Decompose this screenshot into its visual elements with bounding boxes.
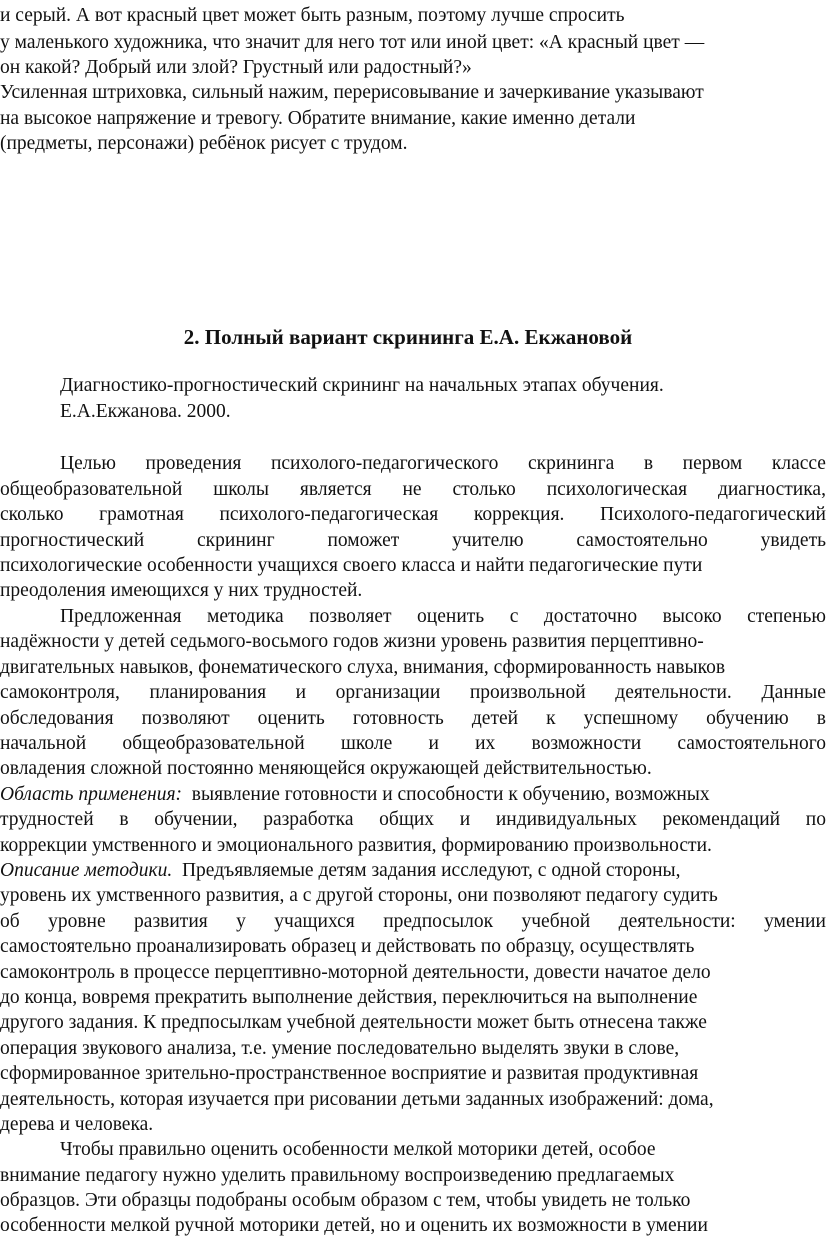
p4-line-5: самоконтроль в процессе перцептивно-моторной деятельности, довести начатое дело <box>0 962 711 983</box>
section-title: 2. Полный вариант скрининга Е.А. Екжановой <box>183 325 633 349</box>
p5-line-1: Чтобы правильно оценить особенности мелкой моторики детей, особое <box>60 1139 656 1160</box>
p4-line-4: самостоятельно проанализировать образец и действовать по образцу, осуществлять <box>0 936 695 957</box>
p2-line-7: овладения сложной постоянно меняющейся окружающей действительностью. <box>0 758 652 779</box>
intro-line-5: на высокое напряжение и тревогу. Обратите внимание, какие именно детали <box>0 108 636 129</box>
p5-line-4: особенности мелкой ручной моторики детей, но и оценить их возможности в умении <box>0 1215 708 1236</box>
intro-line-2: у маленького художника, что значит для него тот или иной цвет: «А красный цвет — <box>0 32 705 53</box>
p4-line-2: уровень их умственного развития, а с другой стороны, они позволяют педагогу судить <box>0 885 718 906</box>
p3-line-1: Область применения: выявление готовности и способности к обучению, возможных <box>0 784 710 805</box>
p3-line-2: трудностей в обучении, разработка общих и индивидуальных рекомендаций по <box>0 809 826 830</box>
p1-line-4: прогностический скрининг поможет учителю самостоятельно увидеть <box>0 530 826 551</box>
p2-line-5: обследования позволяют оценить готовность детей к успешному обучению в <box>0 708 826 729</box>
p4-line-8: операция звукового анализа, т.е. умение последовательно выделять звуки в слове, <box>0 1038 680 1059</box>
p2-line-3: двигательных навыков, фонематического слуха, внимания, сформированность навыков <box>0 657 726 678</box>
p4-line-9: сформированное зрительно-пространственное восприятие и развитая продуктивная <box>0 1063 699 1084</box>
p4-line-11: дерева и человека. <box>0 1114 154 1135</box>
p4-line-10: деятельность, которая изучается при рисовании детьми заданных изображений: дома, <box>0 1089 714 1110</box>
p1-line-2: общеобразовательной школы является не столько психологическая диагностика, <box>0 479 826 500</box>
p4-line-3: об уровне развития у учащихся предпосылок учебной деятельности: умении <box>0 911 826 932</box>
p5-line-3: образцов. Эти образцы подобраны особым образом с тем, чтобы увидеть не только <box>0 1190 691 1211</box>
p1-line-1: Целью проведения психолого-педагогического скрининга в первом классе <box>60 453 826 474</box>
p2-line-1: Предложенная методика позволяет оценить с достаточно высоко степенью <box>60 606 826 627</box>
p4-line-1: Описание методики. Предъявляемые детям задания исследуют, с одной стороны, <box>0 860 681 881</box>
p2-line-4: самоконтроля, планирования и организации произвольной деятельности. Данные <box>0 682 826 703</box>
p4-label: Описание методики. <box>0 860 173 881</box>
p5-line-2: внимание педагогу нужно уделить правильному воспроизведению предлагаемых <box>0 1165 675 1186</box>
p1-line-3: сколько грамотная психолого-педагогическая коррекция. Психолого-педагогический <box>0 504 826 525</box>
p4-line-7: другого задания. К предпосылкам учебной деятельности может быть отнесена также <box>0 1012 707 1033</box>
p3-label: Область применения: <box>0 784 183 805</box>
p2-line-2: надёжности у детей седьмого-восьмого годов жизни уровень развития перцептивно- <box>0 631 704 652</box>
intro-line-6: (предметы, персонажи) ребёнок рисует с трудом. <box>0 133 408 154</box>
p2-line-6: начальной общеобразовательной школе и их возможности самостоятельного <box>0 733 826 754</box>
p1-line-6: преодоления имеющихся у них трудностей. <box>0 580 363 601</box>
p4-line-6: до конца, вовремя прекратить выполнение действия, переключиться на выполнение <box>0 987 698 1008</box>
intro-line-3: он какой? Добрый или злой? Грустный или радостный?» <box>0 57 472 78</box>
intro-line-1: и серый. А вот красный цвет может быть разным, поэтому лучше спросить <box>0 5 625 26</box>
section-subtitle-line-2: Е.А.Екжанова. 2000. <box>60 401 231 422</box>
section-subtitle-line-1: Диагностико-прогностический скрининг на начальных этапах обучения. <box>60 375 664 396</box>
p3-line-3: коррекции умственного и эмоционального развития, формированию произвольности. <box>0 835 712 856</box>
intro-line-4: Усиленная штриховка, сильный нажим, перерисовывание и зачеркивание указывают <box>0 82 704 103</box>
p1-line-5: психологические особенности учащихся своего класса и найти педагогические пути <box>0 555 703 576</box>
